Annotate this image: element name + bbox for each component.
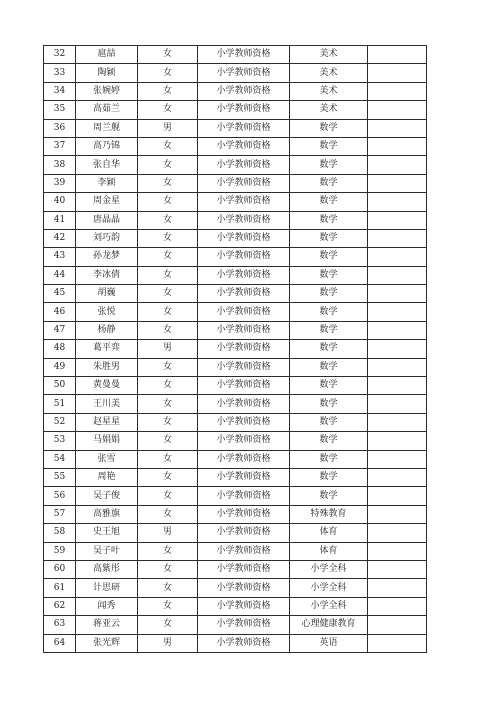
remarks-cell — [368, 413, 427, 431]
qualification-cell: 小学教师资格 — [198, 413, 290, 431]
remarks-cell — [368, 156, 427, 174]
qualification-cell: 小学教师资格 — [198, 560, 290, 578]
name-cell: 周艳 — [76, 468, 138, 486]
table-row — [44, 156, 427, 174]
table-row — [44, 450, 427, 468]
remarks-cell — [368, 101, 427, 119]
remarks-cell — [368, 542, 427, 560]
gender-cell: 女 — [138, 211, 198, 229]
name-cell: 史王旭 — [76, 524, 138, 542]
remarks-cell — [368, 119, 427, 137]
subject-cell: 数学 — [290, 468, 368, 486]
subject-cell: 小学全科 — [290, 597, 368, 615]
table-row — [44, 303, 427, 321]
row-number-cell: 44 — [44, 266, 76, 284]
row-number-cell: 42 — [44, 229, 76, 247]
qualification-cell: 小学教师资格 — [198, 174, 290, 192]
name-cell: 孙龙梦 — [76, 248, 138, 266]
table-row — [44, 248, 427, 266]
table-row — [44, 560, 427, 578]
teacher-roster-sheet — [43, 45, 426, 653]
row-number-cell: 61 — [44, 579, 76, 597]
qualification-cell: 小学教师资格 — [198, 468, 290, 486]
remarks-cell — [368, 579, 427, 597]
table-row — [44, 524, 427, 542]
gender-cell: 女 — [138, 174, 198, 192]
table-row — [44, 542, 427, 560]
row-number-cell: 60 — [44, 560, 76, 578]
name-cell: 张自华 — [76, 156, 138, 174]
name-cell: 高雅旗 — [76, 505, 138, 523]
name-cell: 马娟娟 — [76, 432, 138, 450]
row-number-cell: 63 — [44, 616, 76, 634]
table-row — [44, 395, 427, 413]
remarks-cell — [368, 505, 427, 523]
table-row — [44, 193, 427, 211]
qualification-cell: 小学教师资格 — [198, 101, 290, 119]
row-number-cell: 46 — [44, 303, 76, 321]
row-number-cell: 59 — [44, 542, 76, 560]
table-row — [44, 340, 427, 358]
remarks-cell — [368, 432, 427, 450]
row-number-cell: 39 — [44, 174, 76, 192]
subject-cell: 体育 — [290, 524, 368, 542]
table-row — [44, 468, 427, 486]
name-cell: 吴子叶 — [76, 542, 138, 560]
name-cell: 高乃锦 — [76, 137, 138, 155]
name-cell: 李颖 — [76, 174, 138, 192]
remarks-cell — [368, 64, 427, 82]
subject-cell: 数学 — [290, 487, 368, 505]
gender-cell: 女 — [138, 64, 198, 82]
name-cell: 杨静 — [76, 321, 138, 339]
table-row — [44, 377, 427, 395]
row-number-cell: 56 — [44, 487, 76, 505]
subject-cell: 数学 — [290, 119, 368, 137]
remarks-cell — [368, 321, 427, 339]
gender-cell: 女 — [138, 193, 198, 211]
subject-cell: 数学 — [290, 285, 368, 303]
row-number-cell: 33 — [44, 64, 76, 82]
remarks-cell — [368, 174, 427, 192]
table-row — [44, 174, 427, 192]
name-cell: 胡巍 — [76, 285, 138, 303]
qualification-cell: 小学教师资格 — [198, 285, 290, 303]
subject-cell: 数学 — [290, 229, 368, 247]
row-number-cell: 52 — [44, 413, 76, 431]
subject-cell: 数学 — [290, 303, 368, 321]
gender-cell: 女 — [138, 156, 198, 174]
table-row — [44, 634, 427, 652]
name-cell: 吴子俊 — [76, 487, 138, 505]
remarks-cell — [368, 285, 427, 303]
table-row — [44, 505, 427, 523]
gender-cell: 女 — [138, 321, 198, 339]
table-row — [44, 616, 427, 634]
qualification-cell: 小学教师资格 — [198, 229, 290, 247]
teacher-roster-table — [43, 45, 427, 653]
table-row — [44, 487, 427, 505]
gender-cell: 女 — [138, 560, 198, 578]
gender-cell: 女 — [138, 597, 198, 615]
remarks-cell — [368, 303, 427, 321]
gender-cell: 女 — [138, 395, 198, 413]
qualification-cell: 小学教师资格 — [198, 597, 290, 615]
subject-cell: 体育 — [290, 542, 368, 560]
subject-cell: 心理健康教育 — [290, 616, 368, 634]
qualification-cell: 小学教师资格 — [198, 579, 290, 597]
row-number-cell: 64 — [44, 634, 76, 652]
qualification-cell: 小学教师资格 — [198, 542, 290, 560]
subject-cell: 数学 — [290, 248, 368, 266]
table-row — [44, 46, 427, 64]
table-row — [44, 64, 427, 82]
name-cell: 张婉婷 — [76, 82, 138, 100]
row-number-cell: 35 — [44, 101, 76, 119]
subject-cell: 数学 — [290, 266, 368, 284]
subject-cell: 特殊教育 — [290, 505, 368, 523]
qualification-cell: 小学教师资格 — [198, 303, 290, 321]
row-number-cell: 53 — [44, 432, 76, 450]
qualification-cell: 小学教师资格 — [198, 487, 290, 505]
qualification-cell: 小学教师资格 — [198, 616, 290, 634]
remarks-cell — [368, 524, 427, 542]
gender-cell: 女 — [138, 413, 198, 431]
qualification-cell: 小学教师资格 — [198, 505, 290, 523]
name-cell: 张光辉 — [76, 634, 138, 652]
subject-cell: 数学 — [290, 432, 368, 450]
row-number-cell: 41 — [44, 211, 76, 229]
remarks-cell — [368, 340, 427, 358]
table-row — [44, 358, 427, 376]
name-cell: 张雪 — [76, 450, 138, 468]
remarks-cell — [368, 46, 427, 64]
subject-cell: 数学 — [290, 156, 368, 174]
gender-cell: 女 — [138, 248, 198, 266]
subject-cell: 数学 — [290, 340, 368, 358]
name-cell: 陶颖 — [76, 64, 138, 82]
remarks-cell — [368, 597, 427, 615]
name-cell: 黄曼曼 — [76, 377, 138, 395]
subject-cell: 数学 — [290, 358, 368, 376]
subject-cell: 数学 — [290, 211, 368, 229]
gender-cell: 女 — [138, 101, 198, 119]
remarks-cell — [368, 487, 427, 505]
gender-cell: 女 — [138, 450, 198, 468]
name-cell: 周金星 — [76, 193, 138, 211]
row-number-cell: 45 — [44, 285, 76, 303]
remarks-cell — [368, 634, 427, 652]
qualification-cell: 小学教师资格 — [198, 119, 290, 137]
roster-body — [44, 46, 427, 653]
name-cell: 扈喆 — [76, 46, 138, 64]
name-cell: 蒋亚云 — [76, 616, 138, 634]
qualification-cell: 小学教师资格 — [198, 64, 290, 82]
name-cell: 周兰舰 — [76, 119, 138, 137]
subject-cell: 数学 — [290, 174, 368, 192]
name-cell: 朱胜男 — [76, 358, 138, 376]
row-number-cell: 34 — [44, 82, 76, 100]
gender-cell: 女 — [138, 505, 198, 523]
subject-cell: 数学 — [290, 395, 368, 413]
gender-cell: 女 — [138, 229, 198, 247]
table-row — [44, 119, 427, 137]
remarks-cell — [368, 82, 427, 100]
gender-cell: 女 — [138, 579, 198, 597]
row-number-cell: 38 — [44, 156, 76, 174]
qualification-cell: 小学教师资格 — [198, 432, 290, 450]
gender-cell: 男 — [138, 340, 198, 358]
remarks-cell — [368, 137, 427, 155]
gender-cell: 男 — [138, 119, 198, 137]
name-cell: 计思研 — [76, 579, 138, 597]
name-cell: 赵星星 — [76, 413, 138, 431]
gender-cell: 女 — [138, 46, 198, 64]
gender-cell: 女 — [138, 137, 198, 155]
table-row — [44, 579, 427, 597]
table-row — [44, 137, 427, 155]
row-number-cell: 58 — [44, 524, 76, 542]
name-cell: 李冰倩 — [76, 266, 138, 284]
qualification-cell: 小学教师资格 — [198, 450, 290, 468]
qualification-cell: 小学教师资格 — [198, 395, 290, 413]
remarks-cell — [368, 193, 427, 211]
qualification-cell: 小学教师资格 — [198, 340, 290, 358]
qualification-cell: 小学教师资格 — [198, 82, 290, 100]
gender-cell: 男 — [138, 634, 198, 652]
subject-cell: 小学全科 — [290, 579, 368, 597]
remarks-cell — [368, 395, 427, 413]
gender-cell: 女 — [138, 542, 198, 560]
gender-cell: 女 — [138, 82, 198, 100]
table-row — [44, 597, 427, 615]
gender-cell: 女 — [138, 468, 198, 486]
qualification-cell: 小学教师资格 — [198, 377, 290, 395]
row-number-cell: 55 — [44, 468, 76, 486]
name-cell: 张悦 — [76, 303, 138, 321]
row-number-cell: 51 — [44, 395, 76, 413]
qualification-cell: 小学教师资格 — [198, 358, 290, 376]
row-number-cell: 47 — [44, 321, 76, 339]
remarks-cell — [368, 468, 427, 486]
gender-cell: 女 — [138, 266, 198, 284]
qualification-cell: 小学教师资格 — [198, 137, 290, 155]
subject-cell: 美术 — [290, 101, 368, 119]
name-cell: 王川美 — [76, 395, 138, 413]
subject-cell: 英语 — [290, 634, 368, 652]
row-number-cell: 62 — [44, 597, 76, 615]
gender-cell: 女 — [138, 487, 198, 505]
gender-cell: 女 — [138, 358, 198, 376]
row-number-cell: 48 — [44, 340, 76, 358]
gender-cell: 女 — [138, 616, 198, 634]
table-row — [44, 211, 427, 229]
remarks-cell — [368, 229, 427, 247]
subject-cell: 小学全科 — [290, 560, 368, 578]
qualification-cell: 小学教师资格 — [198, 46, 290, 64]
gender-cell: 男 — [138, 524, 198, 542]
name-cell: 闻秀 — [76, 597, 138, 615]
remarks-cell — [368, 211, 427, 229]
remarks-cell — [368, 560, 427, 578]
qualification-cell: 小学教师资格 — [198, 248, 290, 266]
name-cell: 唐晶晶 — [76, 211, 138, 229]
subject-cell: 美术 — [290, 82, 368, 100]
subject-cell: 数学 — [290, 321, 368, 339]
subject-cell: 美术 — [290, 64, 368, 82]
subject-cell: 数学 — [290, 137, 368, 155]
table-row — [44, 285, 427, 303]
gender-cell: 女 — [138, 303, 198, 321]
row-number-cell: 50 — [44, 377, 76, 395]
row-number-cell: 49 — [44, 358, 76, 376]
table-row — [44, 432, 427, 450]
remarks-cell — [368, 616, 427, 634]
gender-cell: 女 — [138, 377, 198, 395]
remarks-cell — [368, 248, 427, 266]
name-cell: 高紫彤 — [76, 560, 138, 578]
name-cell: 葛平弈 — [76, 340, 138, 358]
row-number-cell: 43 — [44, 248, 76, 266]
subject-cell: 数学 — [290, 450, 368, 468]
name-cell: 刘巧韵 — [76, 229, 138, 247]
qualification-cell: 小学教师资格 — [198, 193, 290, 211]
remarks-cell — [368, 450, 427, 468]
row-number-cell: 37 — [44, 137, 76, 155]
subject-cell: 数学 — [290, 413, 368, 431]
qualification-cell: 小学教师资格 — [198, 524, 290, 542]
table-row — [44, 413, 427, 431]
qualification-cell: 小学教师资格 — [198, 211, 290, 229]
row-number-cell: 36 — [44, 119, 76, 137]
remarks-cell — [368, 358, 427, 376]
subject-cell: 数学 — [290, 193, 368, 211]
table-row — [44, 266, 427, 284]
qualification-cell: 小学教师资格 — [198, 321, 290, 339]
row-number-cell: 32 — [44, 46, 76, 64]
subject-cell: 美术 — [290, 46, 368, 64]
table-row — [44, 229, 427, 247]
remarks-cell — [368, 266, 427, 284]
row-number-cell: 40 — [44, 193, 76, 211]
remarks-cell — [368, 377, 427, 395]
table-row — [44, 321, 427, 339]
gender-cell: 女 — [138, 432, 198, 450]
table-row — [44, 101, 427, 119]
qualification-cell: 小学教师资格 — [198, 156, 290, 174]
subject-cell: 数学 — [290, 377, 368, 395]
row-number-cell: 57 — [44, 505, 76, 523]
name-cell: 高茹兰 — [76, 101, 138, 119]
row-number-cell: 54 — [44, 450, 76, 468]
table-row — [44, 82, 427, 100]
qualification-cell: 小学教师资格 — [198, 266, 290, 284]
gender-cell: 女 — [138, 285, 198, 303]
qualification-cell: 小学教师资格 — [198, 634, 290, 652]
